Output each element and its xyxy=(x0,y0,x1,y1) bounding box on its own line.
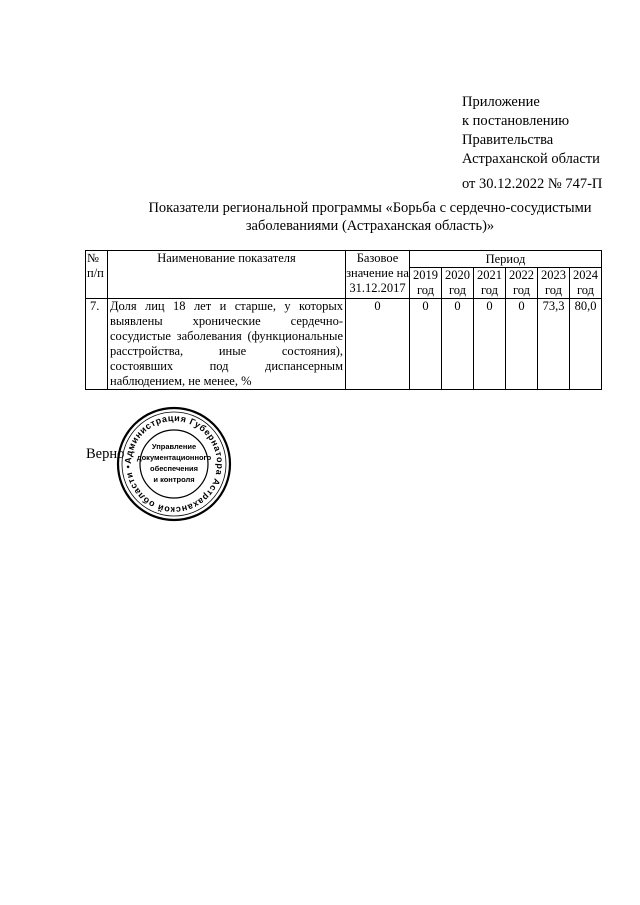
row-value-2023: 73,3 xyxy=(538,299,570,390)
appendix-line-3: Правительства xyxy=(462,132,554,148)
appendix-block xyxy=(462,93,602,194)
header-year-2023: 2023 год xyxy=(538,268,570,299)
document-title-line-1: Показатели региональной программы «Борьба с сердечно-сосудистыми xyxy=(148,200,592,216)
stamp-center-line-4: и контроля xyxy=(153,475,195,484)
row-base-value: 0 xyxy=(346,299,410,390)
stamp-center-line-3: обеспечения xyxy=(149,464,199,473)
row-value-2022: 0 xyxy=(506,299,538,390)
table-row xyxy=(86,299,602,390)
document-title-line-2: заболеваниями (Астраханская область)» xyxy=(245,218,495,234)
row-value-2021: 0 xyxy=(474,299,506,390)
stamp-ring-text: Администрация Губернатора Астраханской области • xyxy=(122,412,226,516)
appendix-line-2: к постановлению xyxy=(462,113,570,129)
verno-label: Верно xyxy=(86,446,125,462)
row-number: 7. xyxy=(86,299,108,390)
document-title xyxy=(120,199,620,235)
header-base-value: Базовое значение на 31.12.2017 xyxy=(346,251,410,299)
appendix-line-1: Приложение xyxy=(462,94,540,110)
header-number: № п/п xyxy=(86,251,108,299)
header-indicator-name: Наименование показателя xyxy=(108,251,346,299)
row-value-2019: 0 xyxy=(410,299,442,390)
indicators-table xyxy=(85,250,602,390)
stamp-seal-graphic xyxy=(114,404,234,524)
header-year-2024: 2024 год xyxy=(570,268,602,299)
header-period: Период xyxy=(410,251,602,268)
table-header-row-1 xyxy=(86,251,602,268)
stamp-center-line-2: документационного xyxy=(136,453,212,462)
official-stamp xyxy=(114,404,234,524)
row-value-2020: 0 xyxy=(442,299,474,390)
header-year-2020: 2020 год xyxy=(442,268,474,299)
header-year-2019: 2019 год xyxy=(410,268,442,299)
appendix-line-4: Астраханской области xyxy=(462,151,600,167)
row-value-2024: 80,0 xyxy=(570,299,602,390)
appendix-date-line: от 30.12.2022 № 747-П xyxy=(462,176,603,192)
row-indicator-name: Доля лиц 18 лет и старше, у которых выявлены хронические сердечно-сосудистые заболевания (функциональные расстройства, иные состояния), состоявших под диспансерным наблюдением, не менее, % xyxy=(108,299,346,390)
stamp-center-line-1: Управление xyxy=(151,442,197,451)
header-year-2022: 2022 год xyxy=(506,268,538,299)
header-year-2021: 2021 год xyxy=(474,268,506,299)
